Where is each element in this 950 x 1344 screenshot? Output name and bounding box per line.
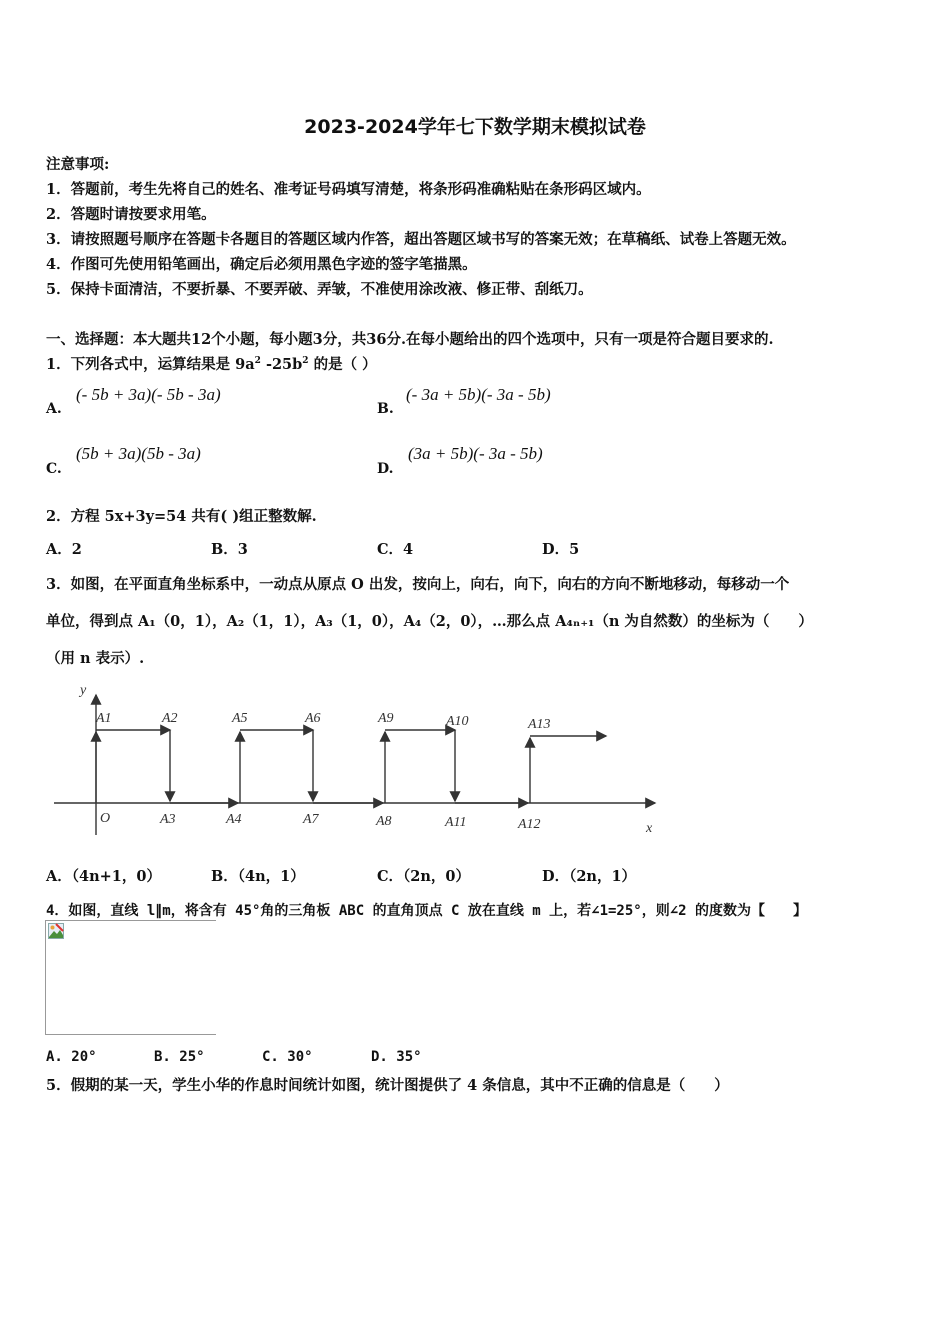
option-b[interactable]: B. 25° xyxy=(154,1049,205,1065)
point-label: A5 xyxy=(232,711,248,726)
point-label: A4 xyxy=(226,812,242,827)
option-a[interactable]: A．2 xyxy=(46,541,82,558)
option-b[interactable]: B. xyxy=(377,401,394,417)
option-a[interactable]: A. 20° xyxy=(46,1049,97,1065)
notice-item: 2．答题时请按要求用笔。 xyxy=(46,206,216,223)
point-label: A12 xyxy=(518,817,541,832)
option-c[interactable]: C. 30° xyxy=(262,1049,313,1065)
point-label: A7 xyxy=(303,812,319,827)
option-c[interactable]: C. xyxy=(46,461,62,477)
notice-item: 1．答题前，考生先将自己的姓名、准考证号码填写清楚，将条形码准确粘贴在条形码区域内。 xyxy=(46,181,651,198)
point-label: A10 xyxy=(446,714,469,729)
point-label: A2 xyxy=(162,711,178,726)
notice-heading: 注意事项: xyxy=(46,156,110,173)
point-label: A13 xyxy=(528,717,551,732)
option-a[interactable]: A. xyxy=(46,401,62,417)
notice-item: 3．请按照题号顺序在答题卡各题目的答题区域内作答，超出答题区域书写的答案无效；在草稿纸、试卷上答题无效。 xyxy=(46,231,796,248)
question-2-stem: 2．方程 5x+3y=54 共有( )组正整数解. xyxy=(46,508,317,525)
option-c-expression: (5b + 3a)(5b - 3a) xyxy=(76,444,201,463)
option-d[interactable]: D. 35° xyxy=(371,1049,422,1065)
notice-item: 4．作图可先使用铅笔画出，确定后必须用黑色字迹的签字笔描黑。 xyxy=(46,256,477,273)
point-label: A1 xyxy=(96,711,112,726)
option-d[interactable]: D. xyxy=(377,461,394,477)
option-c[interactable]: C．4 xyxy=(377,541,414,558)
option-a-expression: (- 5b + 3a)(- 5b - 3a) xyxy=(76,385,221,404)
missing-figure-placeholder xyxy=(45,920,216,1035)
point-label: A6 xyxy=(305,711,321,726)
question-4-stem: 4．如图，直线 l∥m，将含有 45°角的三角板 ABC 的直角顶点 C 放在直线 m 上，若∠1=25°，则∠2 的度数为【 】 xyxy=(46,903,808,919)
y-axis-label: y xyxy=(80,683,87,698)
broken-image-icon xyxy=(48,923,64,939)
question-3-stem-line1: 3．如图，在平面直角坐标系中，一动点从原点 O 出发，按向上，向右，向下，向右的方向不断地移动，每移动一个 xyxy=(46,576,790,593)
point-label: A3 xyxy=(160,812,176,827)
question-1-stem: 1．下列各式中，运算结果是 $9a^2$ $-25b^2$ 的是（ ） xyxy=(46,356,377,373)
option-b[interactable]: B．3 xyxy=(211,541,248,558)
point-label: A9 xyxy=(378,711,394,726)
x-axis-label: x xyxy=(646,821,653,836)
option-c[interactable]: C．（2n，0） xyxy=(377,868,471,885)
option-d[interactable]: D．5 xyxy=(542,541,580,558)
option-b-expression: (- 3a + 5b)(- 3a - 5b) xyxy=(406,385,551,404)
point-label: A11 xyxy=(445,815,467,830)
notice-item: 5．保持卡面清洁，不要折暴、不要弄破、弄皱，不准使用涂改液、修正带、刮纸刀。 xyxy=(46,281,593,298)
question-3-stem-line3: （用 n 表示）. xyxy=(46,650,145,667)
section-heading: 一、选择题：本大题共12个小题，每小题3分，共36分.在每小题给出的四个选项中，只有一项是符合题目要求的. xyxy=(46,331,774,348)
movement-path xyxy=(96,730,606,803)
page-title: 2023-2024学年七下数学期末模拟试卷 xyxy=(304,116,646,138)
option-a[interactable]: A．（4n+1，0） xyxy=(46,868,161,885)
origin-label: O xyxy=(100,811,111,826)
coordinate-path-figure xyxy=(50,680,670,840)
option-b[interactable]: B．（4n，1） xyxy=(211,868,305,885)
option-d-expression: (3a + 5b)(- 3a - 5b) xyxy=(408,444,543,463)
option-d[interactable]: D．（2n，1） xyxy=(542,868,637,885)
question-5-stem: 5．假期的某一天，学生小华的作息时间统计如图，统计图提供了 4 条信息，其中不正确的信息是（ ） xyxy=(46,1077,729,1094)
point-label: A8 xyxy=(376,814,392,829)
question-3-stem-line2: 单位，得到点 A₁（0，1），A₂（1，1），A₃（1，0），A₄（2，0），…那么点 A₄ₙ₊₁（n 为自然数）的坐标为（ ） xyxy=(46,613,813,630)
